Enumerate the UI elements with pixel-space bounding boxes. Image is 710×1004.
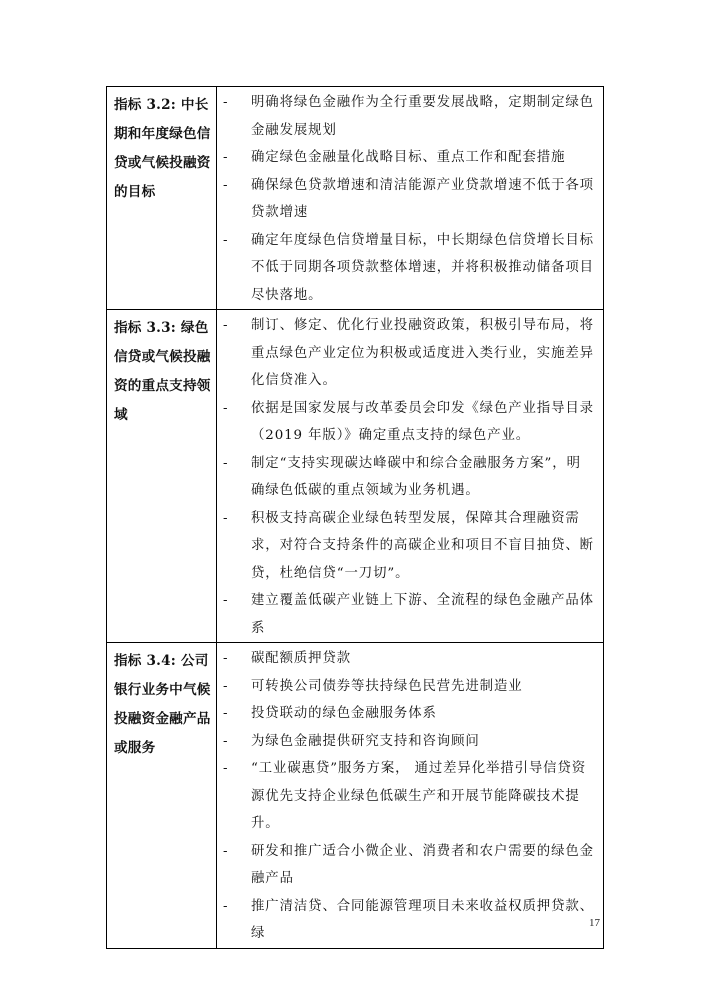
indicator-label: 指标 3.3: 绿色信贷或气候投融资的重点支持领域 bbox=[114, 320, 211, 423]
indicator-label-cell bbox=[107, 87, 217, 310]
bullet-dash: - bbox=[223, 593, 229, 608]
list-item-text: 研发和推广适合小微企业、消费者和农户需要的绿色金融产品 bbox=[251, 843, 594, 886]
list-item-text: 为绿色金融提供研究支持和咨询顾问 bbox=[251, 733, 480, 749]
bullet-dash: - bbox=[223, 510, 229, 526]
bullet-dash: - bbox=[223, 651, 229, 666]
bullet-dash: - bbox=[223, 733, 229, 749]
table-row bbox=[107, 643, 604, 949]
list-item-text: 确保绿色贷款增速和清洁能源产业贷款增速不低于各项贷款增速 bbox=[251, 177, 594, 220]
bullet-dash: - bbox=[223, 318, 229, 333]
bullet-dash: - bbox=[223, 150, 229, 165]
indicator-label: 指标 3.2: 中长期和年度绿色信贷或气候投融资的目标 bbox=[114, 97, 211, 200]
list-item bbox=[223, 172, 595, 227]
list-item bbox=[223, 395, 595, 450]
list-item-text: 推广清洁贷、合同能源管理项目未来收益权质押贷款、绿 bbox=[251, 898, 594, 941]
table-row bbox=[107, 310, 604, 643]
bullet-dash: - bbox=[223, 761, 229, 776]
bullet-list bbox=[223, 645, 595, 948]
indicator-content-cell bbox=[217, 87, 604, 310]
bullet-dash: - bbox=[223, 455, 229, 471]
bullet-dash: - bbox=[223, 95, 229, 110]
list-item bbox=[223, 893, 595, 948]
list-item-text: 可转换公司债券等扶持绿色民营先进制造业 bbox=[251, 678, 523, 694]
list-item bbox=[223, 728, 595, 756]
list-item-text: 积极支持高碳企业绿色转型发展，保障其合理融资需求，对符合支持条件的高碳企业和项目不盲目抽贷、断贷，杜绝信贷“一刀切”。 bbox=[251, 510, 594, 581]
indicator-content-cell bbox=[217, 310, 604, 643]
list-item bbox=[223, 89, 595, 144]
bullet-dash: - bbox=[223, 898, 229, 914]
list-item bbox=[223, 673, 595, 701]
bullet-dash: - bbox=[223, 232, 229, 248]
indicator-content-cell bbox=[217, 643, 604, 949]
list-item bbox=[223, 144, 595, 172]
bullet-dash: - bbox=[223, 706, 229, 721]
list-item bbox=[223, 505, 595, 588]
indicator-label: 指标 3.4: 公司银行业务中气候投融资金融产品或服务 bbox=[114, 653, 211, 756]
list-item bbox=[223, 700, 595, 728]
bullet-list bbox=[223, 89, 595, 309]
list-item bbox=[223, 587, 595, 642]
bullet-dash: - bbox=[223, 843, 229, 859]
indicator-label-cell bbox=[107, 310, 217, 643]
list-item-text: 确定年度绿色信贷增量目标，中长期绿色信贷增长目标不低于同期各项贷款整体增速，并将积极推动储备项目尽快落地。 bbox=[251, 232, 594, 303]
list-item-text: 依据是国家发展与改革委员会印发《绿色产业指导目录（2019 年版）》确定重点支持的绿色产业。 bbox=[251, 400, 594, 443]
list-item bbox=[223, 450, 595, 505]
list-item bbox=[223, 755, 595, 838]
bullet-list bbox=[223, 312, 595, 642]
list-item-text: 制订、修定、优化行业投融资政策，积极引导布局，将重点绿色产业定位为积极或适度进入类行业，实施差异化信贷准入。 bbox=[251, 318, 594, 388]
indicator-label-cell bbox=[107, 643, 217, 949]
bullet-dash: - bbox=[223, 678, 229, 694]
list-item-text: 确定绿色金融量化战略目标、重点工作和配套措施 bbox=[251, 150, 566, 165]
list-item-text: 明确将绿色金融作为全行重要发展战略，定期制定绿色金融发展规划 bbox=[251, 95, 594, 138]
bullet-dash: - bbox=[223, 177, 229, 193]
list-item bbox=[223, 838, 595, 893]
page-number: 17 bbox=[589, 917, 600, 929]
list-item-text: “工业碳惠贷”服务方案， 通过差异化举措引导信贷资源优先支持企业绿色低碳生产和开展节能降碳技术提升。 bbox=[251, 761, 587, 831]
list-item-text: 制定“支持实现碳达峰碳中和综合金融服务方案”，明确绿色低碳的重点领域为业务机遇。 bbox=[251, 455, 581, 498]
list-item bbox=[223, 645, 595, 673]
bullet-dash: - bbox=[223, 400, 229, 416]
list-item-text: 碳配额质押贷款 bbox=[251, 651, 352, 666]
list-item-text: 建立覆盖低碳产业链上下游、全流程的绿色金融产品体系 bbox=[251, 593, 594, 636]
indicator-table bbox=[106, 86, 604, 949]
table-row bbox=[107, 87, 604, 310]
list-item-text: 投贷联动的绿色金融服务体系 bbox=[251, 706, 437, 721]
list-item bbox=[223, 227, 595, 310]
list-item bbox=[223, 312, 595, 395]
